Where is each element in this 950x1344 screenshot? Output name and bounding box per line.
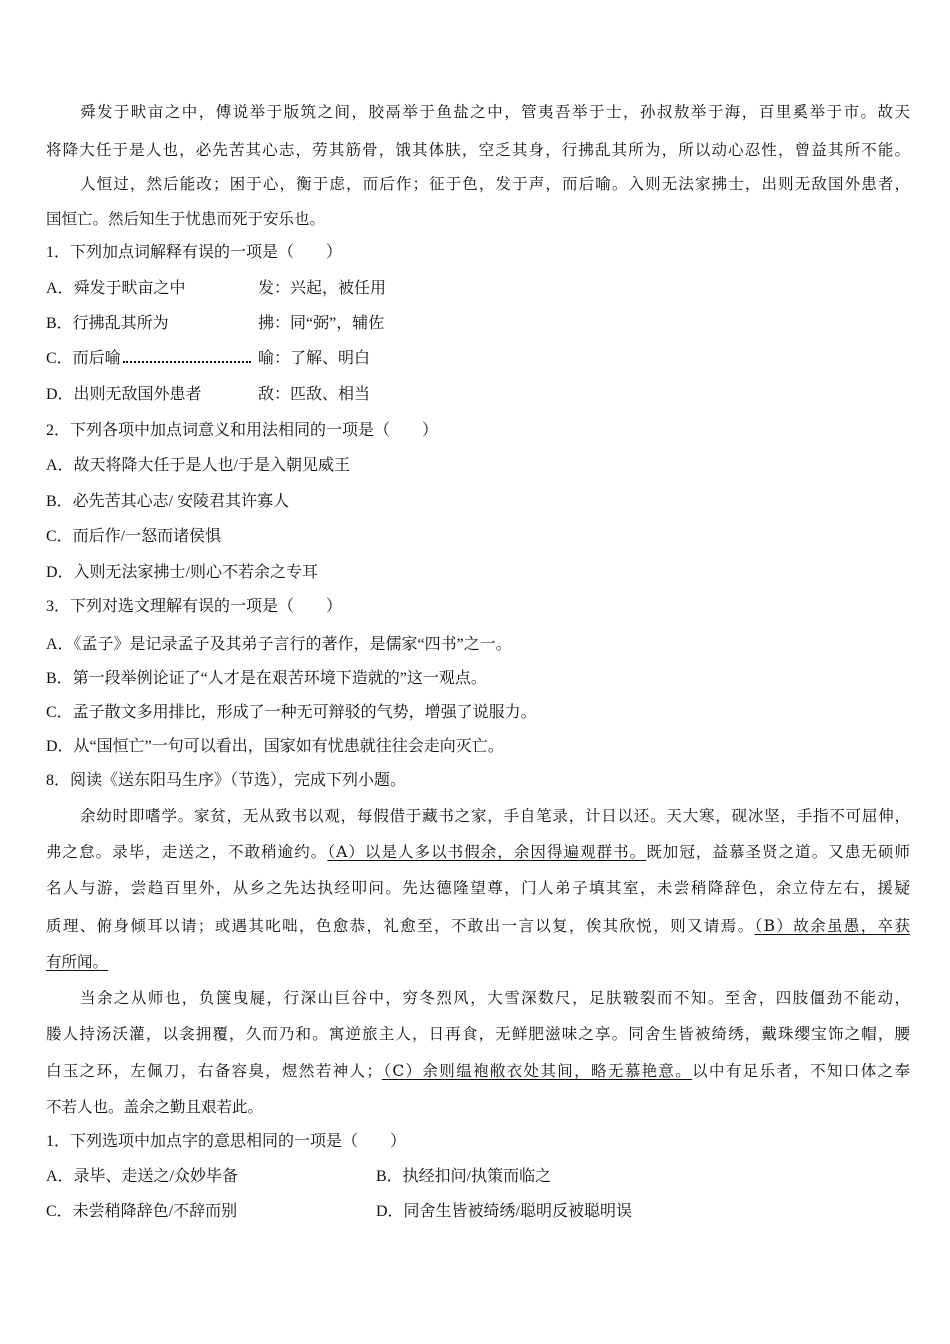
text: 既加冠，益慕圣贤之道。又患无硕师	[646, 843, 910, 861]
passage-line	[46, 842, 910, 862]
passage-line: 媵人持汤沃灌，以衾拥覆，久而乃和。寓逆旅主人，日再食，无鲜肥滋味之享。同舍生皆被绮绣，戴珠缨宝饰之帽，腰	[46, 1025, 910, 1043]
q1-option-a	[46, 279, 910, 299]
q3-option-a: A．《孟子》是记录孟子及其弟子言行的著作，是儒家“四书”之一。	[46, 636, 512, 653]
question-8-stem: 8．阅读《送东阳马生序》（节选），完成下列小题。	[46, 772, 407, 789]
passage-line	[46, 1061, 910, 1081]
passage-line: 当余之从师也，负箧曳屣，行深山巨谷中，穷冬烈风，大雪深数尺，足肤皲裂而不知。至舍，四肢僵劲不能动，	[80, 989, 910, 1007]
option-text: C．而后喻	[46, 350, 121, 367]
option-text: D．出则无敌国外患者	[46, 386, 202, 403]
passage-line: 将降大任于是人也，必先苦其心志，劳其筋骨，饿其体肤，空乏其身，行拂乱其所为，所以动心忍性，曾益其所不能。	[46, 141, 910, 159]
option-text: A．舜发于畎亩之中	[46, 280, 186, 297]
q1-option-b	[46, 314, 910, 334]
text: 弗之怠。录毕，走送之，不敢稍逾约。	[46, 843, 328, 861]
underlined-sentence-b: （B）故余虽愚，卒获	[754, 917, 910, 935]
q2-option-b: B．必先苦其心志/ 安陵君其许寡人	[46, 493, 290, 510]
text: 白玉之环，左佩刀，右备容臭，煜然若神人；	[46, 1062, 382, 1080]
text: 以中有足乐者，不知口体之奉	[692, 1062, 910, 1080]
q3-option-d: D．从“国恒亡”一句可以看出，国家如有忧患就往往会走向灭亡。	[46, 738, 504, 755]
q8-sub1-stem: 1．下列选项中加点字的意思相同的一项是（ ）	[46, 1133, 407, 1150]
question-2-stem: 2．下列各项中加点词意义和用法相同的一项是（ ）	[46, 422, 439, 439]
underlined-sentence-a: （A）以是人多以书假余，余因得遍观群书。	[327, 843, 647, 861]
option-explanation: 拂：同“弼”，辅佐	[258, 315, 385, 332]
question-3-stem: 3．下列对选文理解有误的一项是（ ）	[46, 598, 343, 615]
q8-sub1-options-row	[46, 1167, 910, 1187]
option-d: D．同舍生皆被绮绣/聪明反被聪明误	[376, 1203, 633, 1220]
q3-option-b: B．第一段举例论证了“人才是在艰苦环境下造就的”这一观点。	[46, 670, 487, 687]
passage-line: 人恒过，然后能改；困于心，衡于虑，而后作；征于色，发于声，而后喻。入则无法家拂士，出则无敌国外患者，	[80, 175, 910, 193]
option-b: B．执经扣问/执策而临之	[376, 1168, 552, 1185]
underlined-sentence-b-end: 有所闻。	[46, 953, 109, 971]
q8-sub1-options-row	[46, 1202, 910, 1222]
q1-option-c	[46, 349, 910, 369]
option-explanation: 敌：匹敌、相当	[258, 386, 371, 403]
q2-option-d: D．入则无法家拂士/则心不若余之专耳	[46, 564, 319, 581]
underlined-sentence-c: （C）余则缊袍敝衣处其间，略无慕艳意。	[381, 1062, 693, 1080]
passage-line: 余幼时即嗜学。家贫，无从致书以观，每假借于藏书之家，手自笔录，计日以还。天大寒，砚冰坚，手指不可屈伸，	[80, 807, 910, 825]
passage-line: 舜发于畎亩之中，傅说举于版筑之间，胶鬲举于鱼盐之中，管夷吾举于士，孙叔敖举于海，百里奚举于市。故天	[80, 103, 910, 121]
q2-option-a: A．故天将降大任于是人也/于是入朝见威王	[46, 457, 351, 474]
option-explanation: 喻：了解、明白	[258, 350, 371, 367]
question-1-stem: 1．下列加点词解释有误的一项是（ ）	[46, 244, 343, 261]
passage-line: 国恒亡。然后知生于忧患而死于安乐也。	[46, 210, 326, 228]
passage-line	[46, 952, 910, 972]
q2-option-c: C．而后作/一怒而诸侯惧	[46, 528, 222, 545]
q1-option-d	[46, 385, 910, 405]
passage-line	[46, 916, 910, 936]
passage-line: 不若人也。盖余之勤且艰若此。	[46, 1098, 264, 1116]
option-c: C．未尝稍降辞色/不辞而别	[46, 1203, 238, 1220]
q3-option-c: C．孟子散文多用排比，形成了一种无可辩驳的气势，增强了说服力。	[46, 704, 537, 721]
emphasis-dots	[123, 349, 251, 363]
option-text: B．行拂乱其所为	[46, 315, 169, 332]
text: 质理、俯身倾耳以请；或遇其叱咄，色愈恭，礼愈至，不敢出一言以复，俟其欣悦，则又请焉。	[46, 917, 755, 935]
passage-line: 名人与游，尝趋百里外，从乡之先达执经叩问。先达德隆望尊，门人弟子填其室，未尝稍降辞色，余立侍左右，援疑	[46, 879, 910, 897]
option-explanation: 发：兴起，被任用	[258, 280, 387, 297]
option-a: A．录毕、走送之/众妙毕备	[46, 1168, 239, 1185]
